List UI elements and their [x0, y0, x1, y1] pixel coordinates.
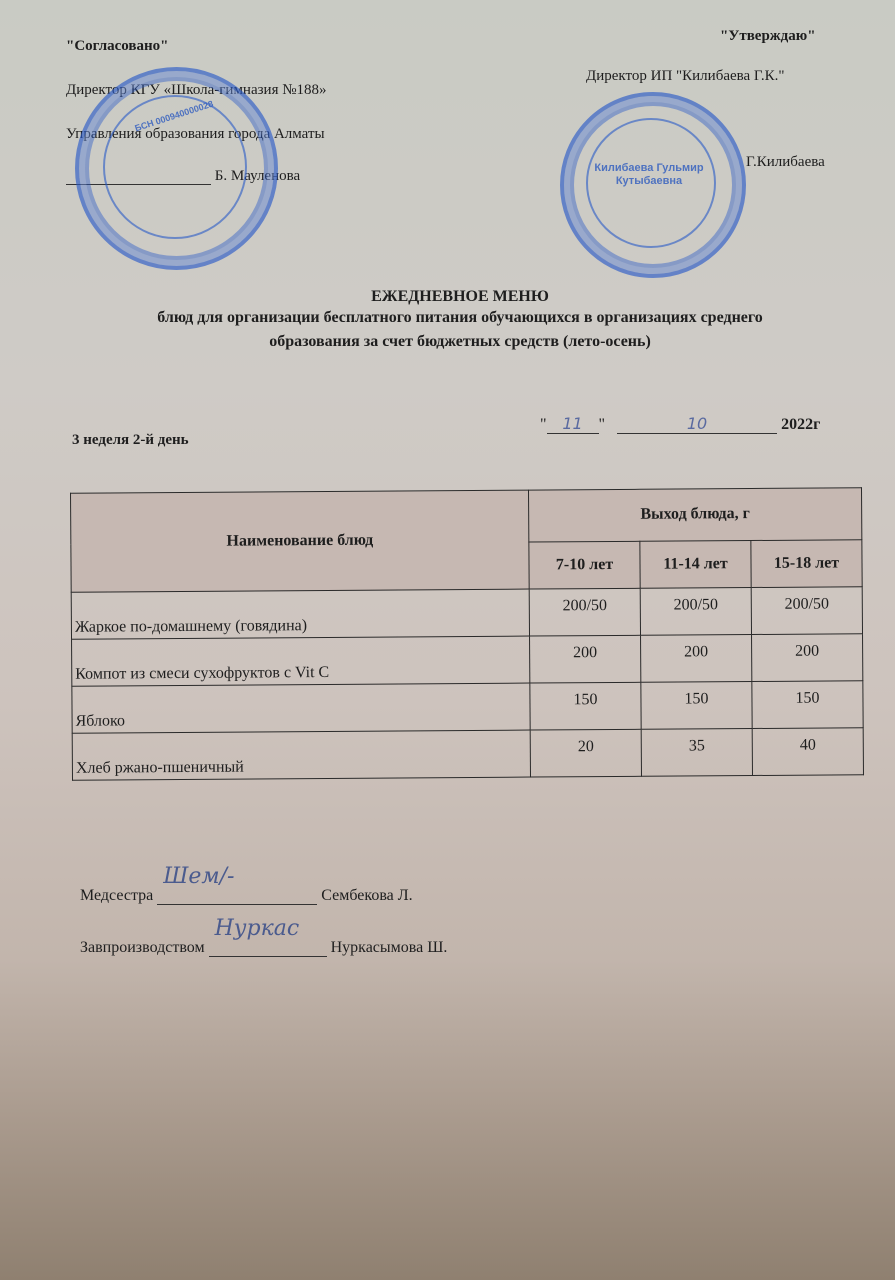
- stamp-text: Килибаева Гульмир Кутыбаевна: [594, 162, 704, 187]
- dish-name: Яблоко: [72, 683, 530, 733]
- document-title: ЕЖЕДНЕВНОЕ МЕНЮ: [371, 288, 549, 305]
- right-position-line: Директор ИП "Килибаева Г.К.": [586, 68, 785, 84]
- signature-row-production: [80, 916, 448, 957]
- quote-open: ": [540, 416, 547, 433]
- handwritten-signature: Нуркас: [214, 916, 300, 941]
- age-group-header: 11-14 лет: [640, 540, 751, 588]
- menu-table: [70, 487, 864, 781]
- table-row: [71, 587, 862, 640]
- week-day-label: 3 неделя 2-й день: [72, 432, 189, 448]
- date-row: [540, 414, 820, 434]
- date-year: 2022г: [781, 416, 821, 433]
- document-subtitle-line1: блюд для организации бесплатного питания обучающихся в организациях среднего: [157, 309, 763, 326]
- dish-name: Хлеб ржано-пшеничный: [72, 730, 530, 780]
- date-day: 11: [547, 414, 599, 434]
- signature-row-nurse: [80, 864, 413, 905]
- signature-role: Медсестра: [80, 887, 154, 904]
- yield-value: 35: [641, 729, 752, 777]
- yield-value: 40: [752, 728, 863, 776]
- signature-line: [157, 864, 317, 905]
- left-position-line: Директор КГУ «Школа-гимназия №188»: [66, 82, 327, 98]
- document-title-block: [60, 288, 860, 354]
- stamp-text: БСН 000940000028: [133, 98, 215, 134]
- table-row: [72, 681, 863, 734]
- quote-close: ": [598, 416, 606, 433]
- signature-line: [209, 916, 327, 957]
- signatory-name: Сембекова Л.: [321, 887, 413, 904]
- dish-name: Компот из смеси сухофруктов с Vit C: [72, 636, 530, 686]
- yield-header: Выход блюда, г: [528, 488, 861, 542]
- table-row: [72, 634, 863, 687]
- table-row: [72, 728, 863, 781]
- age-group-header: 7-10 лет: [529, 541, 640, 589]
- yield-value: 200/50: [529, 588, 640, 636]
- age-group-header: 15-18 лет: [751, 539, 862, 587]
- yield-value: 150: [641, 682, 752, 730]
- right-signatory-name: Г.Килибаева: [746, 154, 825, 170]
- yield-value: 200: [530, 635, 641, 683]
- yield-value: 150: [752, 681, 863, 729]
- yield-value: 20: [530, 729, 641, 777]
- yield-value: 200/50: [751, 587, 862, 635]
- left-department-line: Управления образования города Алматы: [66, 126, 325, 142]
- dish-name-header: Наименование блюд: [71, 490, 530, 592]
- signature-role: Завпроизводством: [80, 939, 205, 956]
- yield-value: 200: [752, 634, 863, 682]
- dish-name: Жаркое по-домашнему (говядина): [71, 589, 529, 639]
- yield-value: 200/50: [640, 588, 751, 636]
- yield-value: 150: [530, 682, 641, 730]
- date-month: 10: [617, 414, 777, 434]
- yield-value: 200: [641, 635, 752, 683]
- approval-label-right: "Утверждаю": [720, 28, 816, 44]
- company-stamp: [560, 92, 746, 278]
- left-signatory-name: Б. Мауленова: [214, 168, 301, 184]
- document-subtitle-line2: образования за счет бюджетных средств (лето-осень): [269, 333, 651, 350]
- signatory-name: Нуркасымова Ш.: [330, 939, 448, 956]
- handwritten-signature: Шем/-: [163, 864, 235, 889]
- school-stamp: [75, 67, 278, 270]
- approval-label-left: "Согласовано": [66, 38, 169, 54]
